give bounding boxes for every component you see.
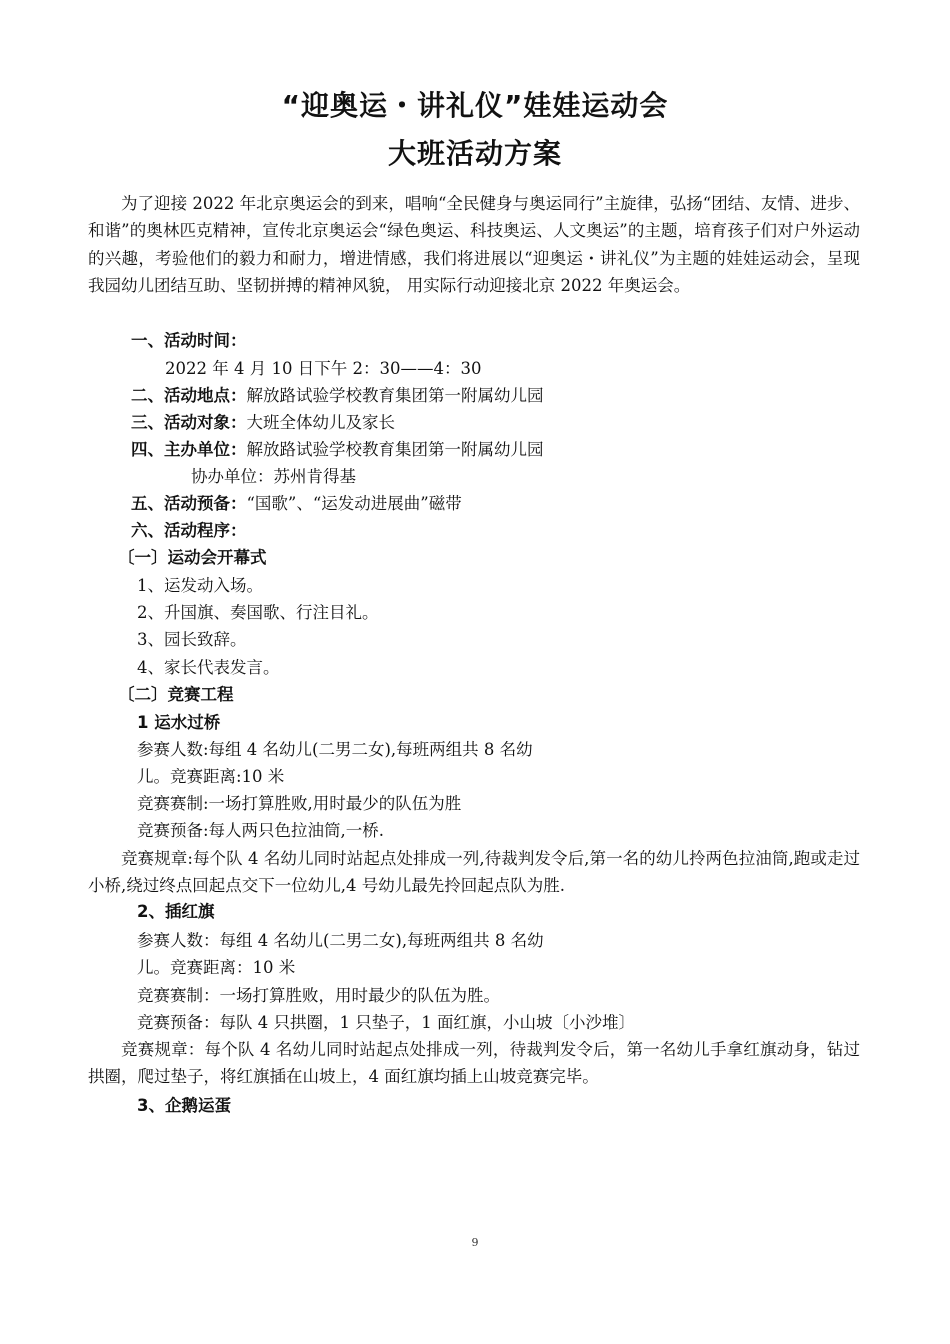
section-host-value: 解放路试验学校教育集团第一附属幼儿园 <box>246 440 544 459</box>
event1-title: 1 运水过桥 <box>137 713 221 732</box>
section-host <box>131 436 544 463</box>
event1-system: 竞赛赛制:一场打算胜败,用时最少的队伍为胜 <box>137 794 462 813</box>
event2-equipment: 竞赛预备：每队 4 只拱圈，1 只垫子，1 面红旗，小山坡〔小沙堆〕 <box>137 1013 635 1032</box>
section-place-value: 解放路试验学校教育集团第一附属幼儿园 <box>246 386 544 405</box>
page-number: 9 <box>471 1236 479 1249</box>
document-subtitle: 大班活动方案 <box>387 137 562 170</box>
opening-heading: 〔一〕运动会开幕式 <box>118 548 267 567</box>
section-place <box>131 382 544 409</box>
event1-participants: 参赛人数:每组 4 名幼儿(二男二女),每班两组共 8 名幼 <box>137 740 533 759</box>
intro-paragraph: 为了迎接 2022 年北京奥运会的到来，唱响“全民健身与奥运同行”主旋律，弘扬“团结、友情、进步、和谐”的奥林匹克精神，宣传北京奥运会“绿色奥运、科技奥运、人文奥运”的主题，培育孩子们对户外运动的兴趣，考验他们的毅力和耐力，增进情感，我们将进展以“迎奥运・讲礼仪”为主题的娃娃运动会，呈现我园幼儿团结互助、坚韧拼搏的精神风貌， 用实际行动迎接北京 2022 年奥运会。 <box>88 194 860 295</box>
event1-rules: 竞赛规章:每个队 4 名幼儿同时站起点处排成一列,待裁判发令后,第一名的幼儿拎两色拉油筒,跑或走过小桥,绕过终点回起点交下一位幼儿,4 号幼儿最先拎回起点队为胜. <box>88 849 860 896</box>
opening-item: 1、运发动入场。 <box>137 576 263 595</box>
section-time-label: 一、活动时间： <box>131 331 247 350</box>
opening-item: 4、家长代表发言。 <box>137 658 280 677</box>
section-target <box>131 409 395 436</box>
event3-title: 3、企鹅运蛋 <box>137 1096 231 1115</box>
section-prep-value: “国歌”、“运发动进展曲”磁带 <box>246 494 462 513</box>
event2-distance: 儿。竞赛距离：10 米 <box>137 958 296 977</box>
opening-item: 3、园长致辞。 <box>137 630 247 649</box>
opening-item: 2、升国旗、奏国歌、行注目礼。 <box>137 603 379 622</box>
event2-title: 2、插红旗 <box>137 902 215 921</box>
section-host-label: 四、主办单位： <box>131 440 247 459</box>
event2-rules: 竞赛规章：每个队 4 名幼儿同时站起点处排成一列，待裁判发令后，第一名幼儿手拿红旗动身，钻过拱圈，爬过垫子，将红旗插在山坡上，4 面红旗均插上山坡竞赛完毕。 <box>88 1040 860 1087</box>
section-target-value: 大班全体幼儿及家长 <box>246 413 395 432</box>
event1-equipment: 竞赛预备:每人两只色拉油筒,一桥. <box>137 821 385 840</box>
event2-participants: 参赛人数：每组 4 名幼儿(二男二女),每班两组共 8 名幼 <box>137 931 544 950</box>
section-co-host: 协办单位：苏州肯得基 <box>191 467 356 486</box>
section-target-label: 三、活动对象： <box>131 413 247 432</box>
event1-distance: 儿。竞赛距离:10 米 <box>137 767 285 786</box>
section-time-value: 2022 年 4 月 10 日下午 2：30——4：30 <box>165 359 482 378</box>
competition-heading: 〔二〕竞赛工程 <box>118 685 234 704</box>
event2-system: 竞赛赛制：一场打算胜败，用时最少的队伍为胜。 <box>137 986 500 1005</box>
section-program-label: 六、活动程序： <box>131 521 247 540</box>
document-title: “迎奥运・讲礼仪”娃娃运动会 <box>281 89 669 122</box>
section-place-label: 二、活动地点： <box>131 386 247 405</box>
section-prep <box>131 490 462 517</box>
section-prep-label: 五、活动预备： <box>131 494 247 513</box>
